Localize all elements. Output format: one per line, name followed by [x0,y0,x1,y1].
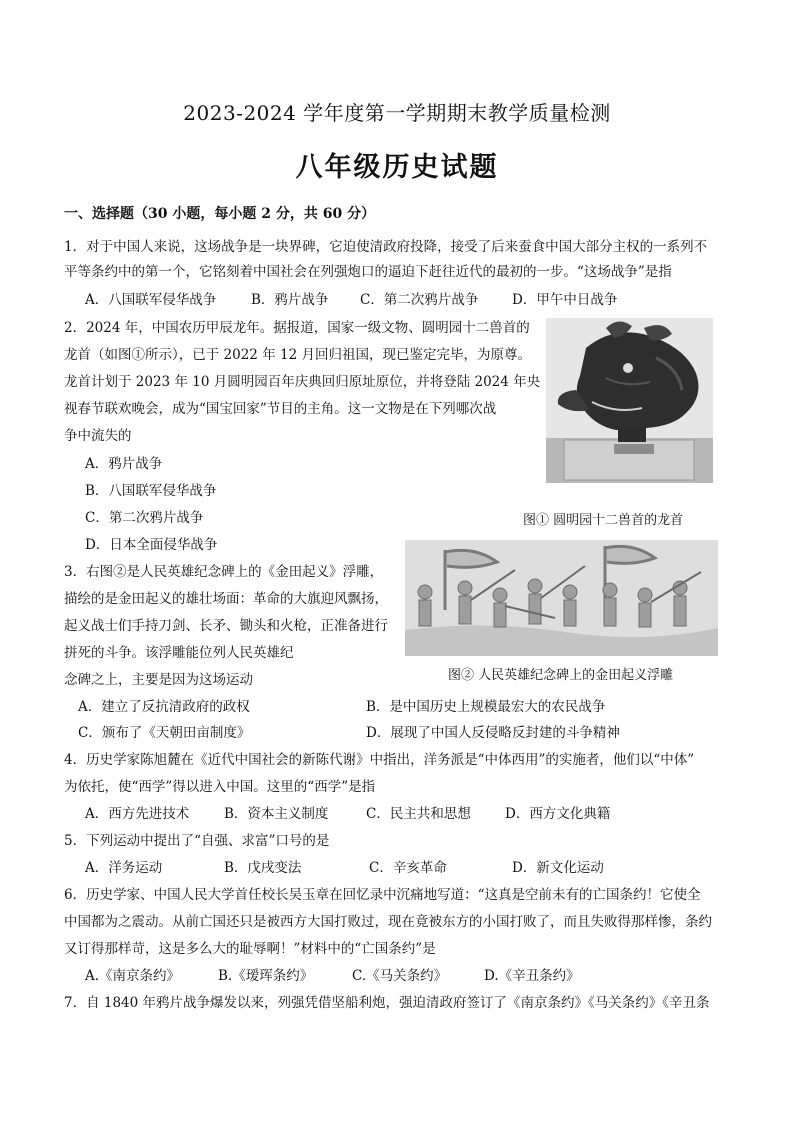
figure-2-caption: 图② 人民英雄纪念碑上的金田起义浮雕 [448,668,674,683]
question-3-line-2: 描绘的是金田起义的雄壮场面：革命的大旗迎风飘扬， [64,591,388,607]
question-5-option-c: C．辛亥革命 [369,860,447,876]
question-6-option-b: B.《瑷珲条约》 [218,968,314,984]
question-4-option-b: B．资本主义制度 [224,806,329,822]
question-3-line-1: 3．右图②是人民英雄纪念碑上的《金田起义》浮雕， [64,564,384,580]
question-2-line-5: 争中流失的 [64,428,132,444]
exam-subtitle: 八年级历史试题 [295,152,499,183]
question-5-line-1: 5．下列运动中提出了“自强、求富”口号的是 [64,833,330,849]
question-2-line-1: 2．2024 年，中国农历甲辰龙年。据报道，国家一级文物、圆明园十二兽首的 [64,320,530,336]
question-4-option-a: A．西方先进技术 [85,806,190,822]
question-4-option-d: D．西方文化典籍 [505,806,611,822]
question-5-option-a: A．洋务运动 [85,860,163,876]
dragon-head-image [546,318,713,483]
question-6-option-a: A.《南京条约》 [85,968,181,984]
exam-title: 2023-2024 学年度第一学期期末教学质量检测 [183,101,611,125]
question-2-option-c: C．第二次鸦片战争 [85,510,204,526]
question-6-line-3: 又订得那样苛，这是多么大的耻辱啊！”材料中的“亡国条约”是 [64,941,436,957]
figure-1-caption: 图① 圆明园十二兽首的龙首 [523,513,684,528]
question-3-line-4: 拼死的斗争。该浮雕能位列人民英雄纪 [64,645,294,661]
question-1-option-c: C．第二次鸦片战争 [360,292,479,308]
question-4-line-2: 为依托，使“西学”得以进入中国。这里的“西学”是指 [64,779,376,795]
question-2-option-b: B．八国联军侵华战争 [85,483,217,499]
question-2-line-2: 龙首（如图①所示），已于 2022 年 12 月回归祖国，现已鉴定完毕，为原尊。 [64,347,531,363]
question-7-line-1: 7．自 1840 年鸦片战争爆发以来，列强凭借坚船利炮，强迫清政府签订了《南京条约》《马关条约》《辛丑条 [64,995,710,1011]
question-1-option-a: A．八国联军侵华战争 [85,292,217,308]
question-1-option-b: B．鸦片战争 [251,292,329,308]
question-3-line-3: 起义战士们手持刀剑、长矛、锄头和火枪，正准备进行 [64,618,388,634]
question-6-line-1: 6．历史学家、中国人民大学首任校长吴玉章在回忆录中沉痛地写道：“这真是空前未有的亡国条约！它使全 [64,887,701,903]
question-4-option-c: C．民主共和思想 [366,806,471,822]
question-5-option-d: D．新文化运动 [512,860,604,876]
section-heading: 一、选择题（30 小题，每小题 2 分，共 60 分） [64,206,376,222]
question-1-line-1: 1．对于中国人来说，这场战争是一块界碑，它迫使清政府投降，接受了后来蚕食中国大部分主权的一系列不 [64,239,708,255]
question-6-option-d: D.《辛丑条约》 [484,968,580,984]
question-5-option-b: B．戊戌变法 [224,860,302,876]
question-4-line-1: 4．历史学家陈旭麓在《近代中国社会的新陈代谢》中指出，洋务派是“中体西用”的实施者，他们以“中体” [64,752,695,768]
question-3-option-d: D．展现了中国人反侵略反封建的斗争精神 [366,725,620,741]
jintian-relief-image [405,540,718,656]
question-1-line-2: 平等条约中的第一个，它铭刻着中国社会在列强炮口的逼迫下赶往近代的最初的一步。“这场战争”是指 [64,264,672,280]
question-2-option-d: D．日本全面侵华战争 [85,537,218,553]
question-3-option-a: A．建立了反抗清政府的政权 [78,699,250,715]
question-6-option-c: C.《马关条约》 [352,968,448,984]
question-3-line-5: 念碑之上，主要是因为这场运动 [64,672,253,688]
question-2-option-a: A．鸦片战争 [85,456,163,472]
question-6-line-2: 中国都为之震动。从前亡国还只是被西方大国打败过，现在竟被东方的小国打败了，而且失败得那样惨，条约 [64,914,712,930]
question-3-option-c: C．颁布了《天朝田亩制度》 [78,725,251,741]
question-3-option-b: B．是中国历史上规模最宏大的农民战争 [366,699,606,715]
question-1-option-d: D．甲午中日战争 [512,292,618,308]
question-2-line-3: 龙首计划于 2023 年 10 月圆明园百年庆典回归原址原位，并将登陆 2024 年央 [64,374,541,390]
question-2-line-4: 视春节联欢晚会，成为“国宝回家”节目的主角。这一文物是在下列哪次战 [64,401,497,417]
